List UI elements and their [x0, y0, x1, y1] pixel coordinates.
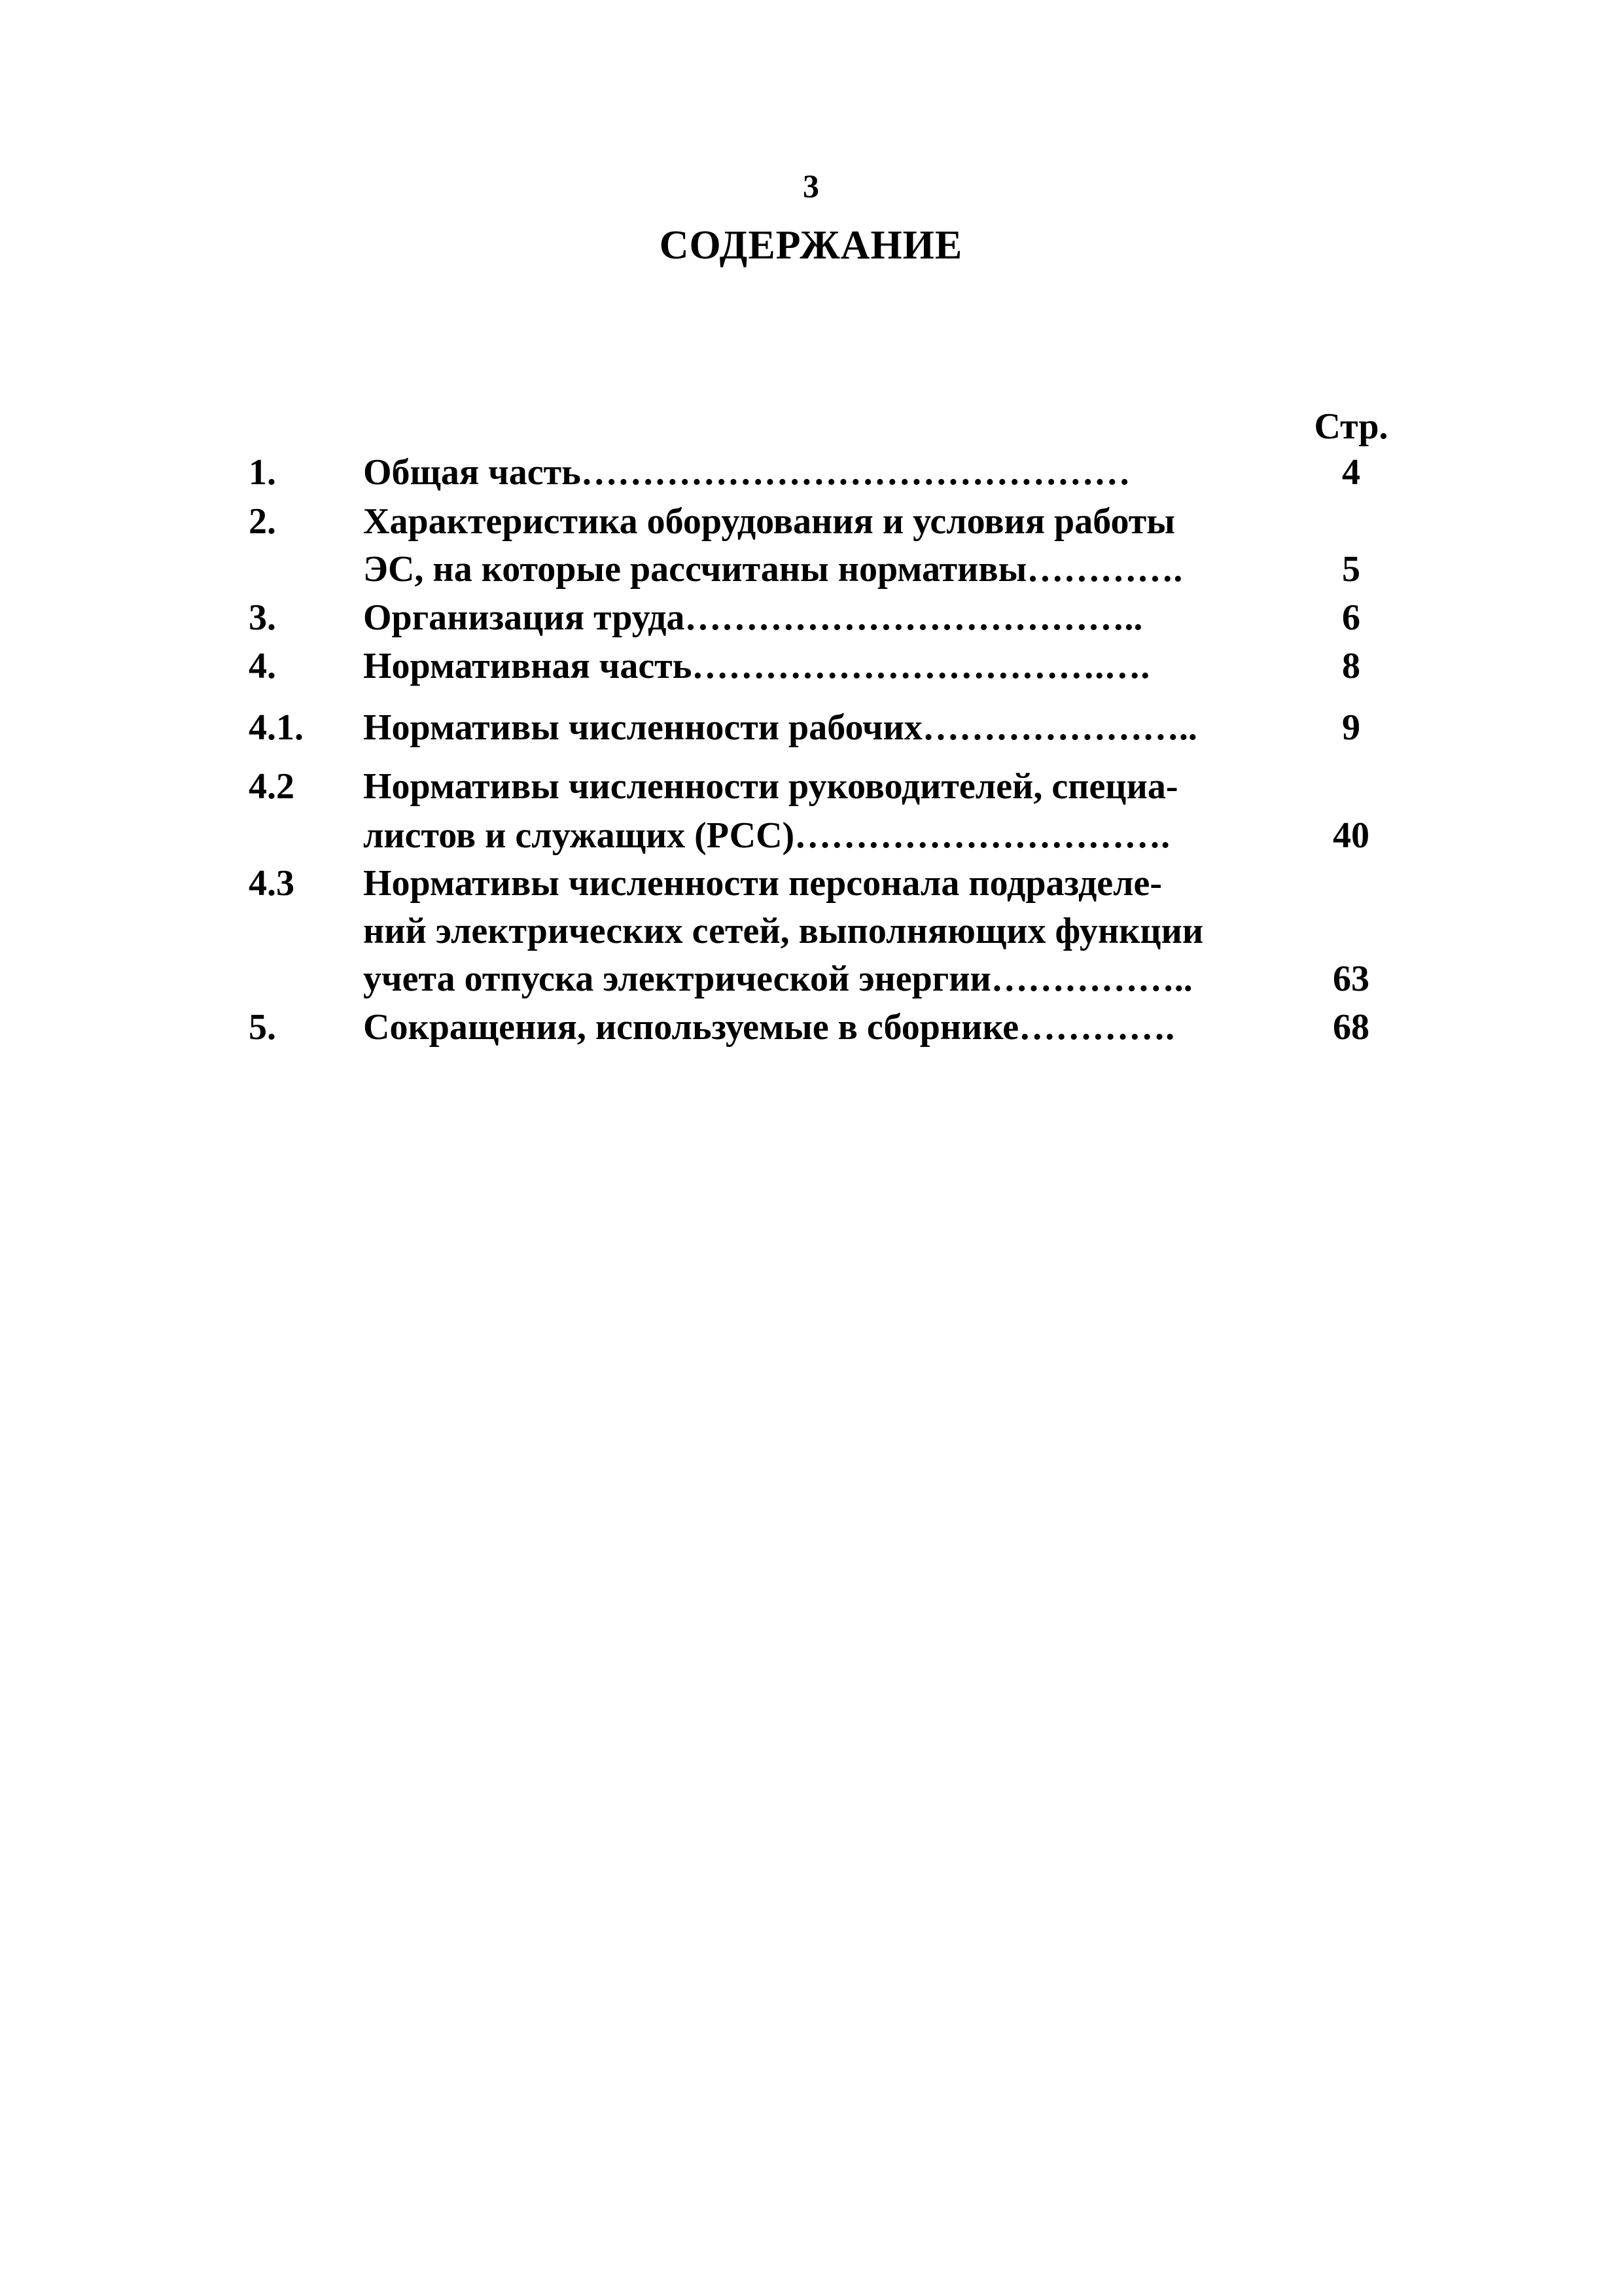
entry-number: 3.: [249, 597, 276, 638]
entry-page: 63: [1333, 959, 1369, 999]
entry-page: 6: [1342, 597, 1360, 638]
entry-title-line: Нормативы численности рабочих…………………..: [363, 707, 1197, 748]
entry-title-line: Организация труда………………………………..: [363, 597, 1143, 638]
entry-title-line: Общая часть………………………………………: [363, 452, 1131, 493]
entry-title-line: листов и служащих (РСС)………………………….: [363, 815, 1171, 856]
entry-number: 1.: [249, 452, 276, 493]
entry-title-line: Сокращения, используемые в сборнике………….: [363, 1007, 1175, 1048]
entry-number: 4.2: [249, 766, 294, 807]
entry-number: 4.: [249, 646, 276, 686]
entry-title-line: учета отпуска электрической энергии……………..: [363, 959, 1193, 999]
entry-page: 9: [1342, 707, 1360, 748]
entry-title-line: ЭС, на которые рассчитаны нормативы………….: [363, 549, 1183, 590]
page-title: СОДЕРЖАНИЕ: [659, 223, 963, 268]
entry-page: 68: [1333, 1007, 1369, 1048]
entry-title-line: Нормативная часть…………………………….….: [363, 646, 1150, 686]
entry-page: 5: [1342, 549, 1360, 590]
page-number: 3: [803, 168, 819, 204]
entry-number: 4.1.: [249, 707, 304, 748]
entry-title-line: Характеристика оборудования и условия работы: [363, 501, 1175, 542]
entry-number: 2.: [249, 501, 276, 542]
entry-title-line: ний электрических сетей, выполняющих функции: [363, 911, 1204, 951]
entry-page: 8: [1342, 646, 1360, 686]
entry-number: 5.: [249, 1007, 276, 1048]
entry-page: 40: [1333, 815, 1369, 856]
page-column-header: Стр.: [1314, 406, 1388, 447]
entry-page: 4: [1342, 452, 1360, 493]
entry-title-line: Нормативы численности руководителей, специа-: [363, 766, 1178, 807]
entry-title-line: Нормативы численности персонала подразделе-: [363, 863, 1163, 904]
entry-number: 4.3: [249, 863, 294, 904]
